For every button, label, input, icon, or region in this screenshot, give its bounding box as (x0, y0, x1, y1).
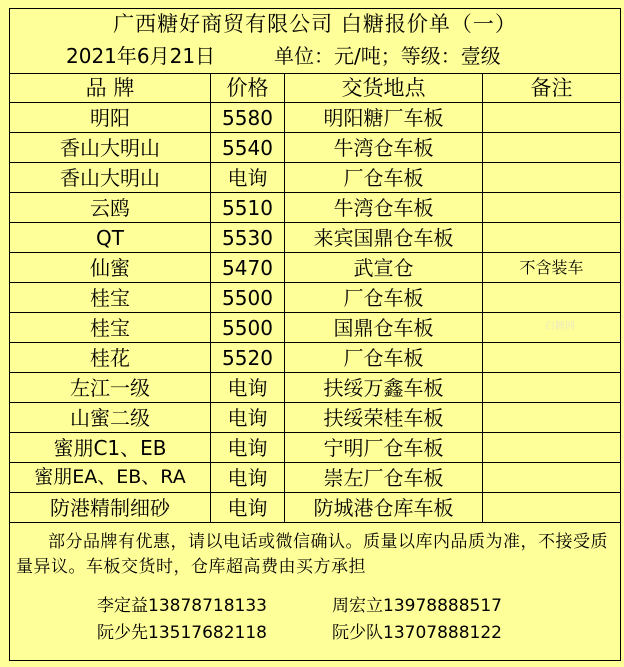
watermark: 白糖网 (545, 321, 575, 332)
table-rule (9, 73, 621, 74)
column-header-note: 备注 (530, 76, 573, 100)
cell-brand: 桂宝 (90, 316, 130, 340)
cell-brand: 左江一级 (70, 376, 150, 400)
sheet-title: 广西糖好商贸有限公司 白糖报价单（一） (113, 12, 517, 36)
contact-phone: 李定益13878718133 (97, 596, 267, 616)
cell-delivery: 崇左厂仓车板 (323, 466, 444, 490)
cell-price: 5530 (222, 226, 273, 250)
cell-brand: 仙蜜 (90, 256, 130, 280)
cell-brand: 桂花 (90, 346, 130, 370)
cell-price: 电询 (227, 166, 268, 190)
table-rule (9, 192, 621, 193)
cell-price: 5500 (222, 286, 273, 310)
contact-phone: 阮少队13707888122 (332, 623, 502, 643)
cell-delivery: 扶绥荣桂车板 (323, 406, 444, 430)
cell-delivery: 武宣仓 (353, 256, 414, 280)
cell-price: 电询 (227, 436, 268, 460)
table-rule (9, 402, 621, 403)
sheet-date: 2021年6月21日 (66, 44, 216, 68)
cell-delivery: 防城港仓库车板 (313, 496, 454, 520)
cell-price: 电询 (227, 496, 268, 520)
cell-delivery: 厂仓车板 (343, 346, 424, 370)
cell-brand: 云鸥 (90, 196, 130, 220)
cell-brand: QT (96, 226, 124, 250)
table-rule (9, 102, 621, 103)
table-rule (9, 432, 621, 433)
table-rule (9, 252, 621, 253)
cell-price: 电询 (227, 376, 268, 400)
cell-price: 5500 (222, 316, 273, 340)
table-rule (9, 522, 621, 523)
column-header-price: 价格 (226, 76, 269, 100)
table-rule (9, 372, 621, 373)
cell-delivery: 来宾国鼎仓车板 (313, 226, 454, 250)
cell-delivery: 明阳糖厂车板 (323, 106, 444, 130)
sheet-unit-grade: 单位：元/吨；等级：壹级 (274, 44, 501, 68)
cell-price: 电询 (227, 406, 268, 430)
column-header-delivery: 交货地点 (341, 76, 426, 100)
table-rule (9, 342, 621, 343)
cell-note: 不含装车 (519, 258, 584, 277)
cell-delivery: 牛湾仓车板 (333, 196, 434, 220)
cell-delivery: 国鼎仓车板 (333, 316, 434, 340)
table-rule (9, 222, 621, 223)
cell-brand: 蜜朋EA、EB、RA (34, 466, 186, 488)
cell-brand: 防港精制细砂 (50, 496, 170, 520)
contact-phone: 阮少先13517682118 (97, 623, 267, 643)
cell-brand: 香山大明山 (60, 166, 160, 190)
cell-delivery: 牛湾仓车板 (333, 136, 434, 160)
border-bottom (9, 660, 621, 661)
table-rule (9, 282, 621, 283)
column-rule (482, 73, 483, 523)
cell-price: 电询 (227, 466, 268, 490)
table-rule (9, 462, 621, 463)
cell-price: 5510 (222, 196, 273, 220)
cell-delivery: 扶绥万鑫车板 (323, 376, 444, 400)
table-rule (9, 162, 621, 163)
cell-brand: 山蜜二级 (70, 406, 150, 430)
table-rule (9, 312, 621, 313)
cell-brand: 桂宝 (90, 286, 130, 310)
cell-price: 5470 (222, 256, 273, 280)
cell-delivery: 宁明厂仓车板 (323, 436, 444, 460)
footer-notice: 部分品牌有优惠，请以电话或微信确认。质量以库内品质为准，不接受质量异议。车板交货时，仓库超高费由买方承担 (16, 532, 608, 577)
cell-brand: 蜜朋C1、EB (53, 436, 167, 460)
border-right (620, 8, 621, 661)
cell-delivery: 厂仓车板 (343, 166, 424, 190)
table-rule (9, 132, 621, 133)
cell-brand: 明阳 (90, 106, 130, 130)
cell-price: 5520 (222, 346, 273, 370)
contact-phone: 周宏立13978888517 (332, 596, 502, 616)
cell-price: 5540 (222, 136, 273, 160)
cell-price: 5580 (222, 106, 273, 130)
border-top (9, 8, 621, 9)
cell-brand: 香山大明山 (60, 136, 160, 160)
table-rule (9, 492, 621, 493)
cell-delivery: 厂仓车板 (343, 286, 424, 310)
column-header-brand: 品 牌 (85, 76, 135, 100)
